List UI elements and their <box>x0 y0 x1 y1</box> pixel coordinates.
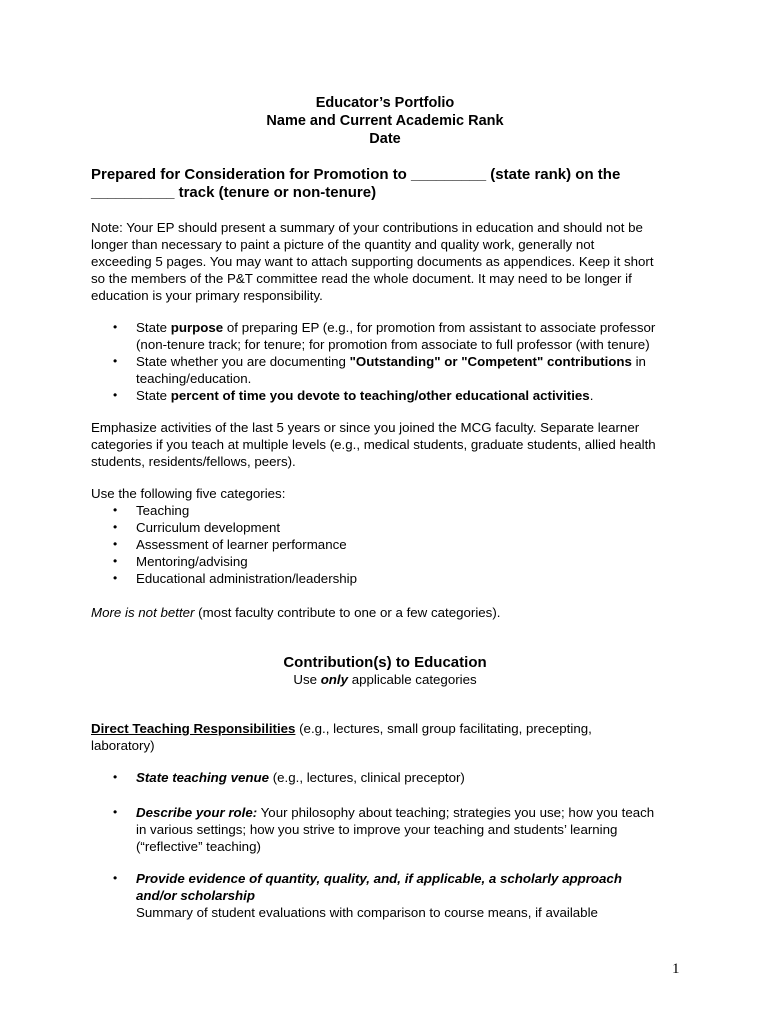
bullet-bold-text: "Outstanding" or "Competent" contributions <box>349 354 632 369</box>
category-label: Mentoring/advising <box>136 554 248 569</box>
emphasize-paragraph <box>91 419 691 470</box>
bullet-text: State <box>136 388 171 403</box>
bullet-bold-text: percent of time you devote to teaching/other educational activities <box>170 388 590 403</box>
bullet-emphasis: and/or scholarship <box>136 888 255 903</box>
page-number: 1 <box>672 961 680 977</box>
bullet-text: (non-tenure track; for tenure; for promotion from associate to full professor (with tenure) <box>136 337 650 352</box>
direct-teaching-text: (e.g., lectures, small group facilitating, precepting, <box>295 721 592 736</box>
list-item <box>91 769 691 786</box>
emphasize-line: students, residents/fellows, peers). <box>91 454 296 469</box>
bullet-emphasis: State teaching venue <box>136 770 270 785</box>
bullet-icon: • <box>113 388 118 402</box>
bullet-text: teaching/education. <box>136 371 252 386</box>
categories-intro: Use the following five categories: <box>91 486 286 501</box>
direct-teaching-bullets <box>91 769 691 786</box>
category-label: Educational administration/leadership <box>136 571 358 586</box>
bullet-icon: • <box>113 871 118 885</box>
emphasize-line: categories if you teach at multiple levels (e.g., medical students, graduate students, allied health <box>91 437 656 452</box>
bullet-text: Summary of student evaluations with comparison to course means, if available <box>136 905 598 920</box>
more-not-better <box>91 604 691 621</box>
more-rest: (most faculty contribute to one or a few categories). <box>194 605 501 620</box>
bullet-icon: • <box>113 320 118 334</box>
bullet-text: Your philosophy about teaching; strategies you use; how you teach <box>257 805 655 820</box>
bullet-text: in various settings; how you strive to improve your teaching and students’ learning <box>136 822 618 837</box>
name-rank-line: Name and Current Academic Rank <box>266 113 504 129</box>
bullet-emphasis: Provide evidence of quantity, quality, and, if applicable, a scholarly approach <box>136 871 622 886</box>
note-line: so the members of the P&T committee read the whole document. It may need to be longer if <box>91 271 632 286</box>
bullet-icon: • <box>113 554 118 568</box>
bullet-icon: • <box>113 503 118 517</box>
categories-list <box>91 502 691 587</box>
list-item <box>91 536 691 553</box>
emphasize-line: Emphasize activities of the last 5 years or since you joined the MCG faculty. Separate learner <box>91 420 640 435</box>
category-label: Assessment of learner performance <box>136 537 347 552</box>
list-item <box>91 570 691 587</box>
contributions-subheading <box>0 671 770 688</box>
list-item <box>91 870 691 921</box>
direct-teaching-heading: Direct Teaching Responsibilities <box>91 721 296 736</box>
bullet-icon: • <box>113 770 118 784</box>
note-line: education is your primary responsibility. <box>91 288 323 303</box>
sub-text: applicable categories <box>348 672 477 687</box>
list-item <box>91 319 691 353</box>
bullet-icon: • <box>113 571 118 585</box>
bullet-text: (e.g., lectures, clinical preceptor) <box>269 770 465 785</box>
list-item <box>91 519 691 536</box>
sub-text: Use <box>293 672 321 687</box>
bullet-text: State whether you are documenting <box>136 354 350 369</box>
contributions-heading: Contribution(s) to Education <box>283 654 487 671</box>
note-line: exceeding 5 pages. You may want to attach supporting documents as appendices. Keep it short <box>91 254 654 269</box>
category-label: Curriculum development <box>136 520 281 535</box>
bullet-text: State <box>136 320 171 335</box>
purpose-bullet-list <box>91 319 691 404</box>
bullet-icon: • <box>113 520 118 534</box>
sub-emphasis: only <box>320 672 349 687</box>
list-item <box>91 502 691 519</box>
prepared-line-2: __________ track (tenure or non-tenure) <box>91 184 377 201</box>
bullet-icon: • <box>113 805 118 819</box>
more-italic: More is not better <box>91 605 195 620</box>
direct-teaching-text: laboratory) <box>91 738 155 753</box>
list-item <box>91 387 691 404</box>
list-item <box>91 804 691 855</box>
category-label: Teaching <box>136 503 190 518</box>
portfolio-title: Educator’s Portfolio <box>315 95 455 111</box>
direct-teaching-bullets <box>91 804 691 855</box>
direct-teaching-paragraph <box>91 720 691 754</box>
note-line: longer than necessary to paint a picture of the quantity and quality work, generally not <box>91 237 595 252</box>
bullet-icon: • <box>113 537 118 551</box>
prepared-line-1: Prepared for Consideration for Promotion to _________ (state rank) on the <box>91 166 621 183</box>
bullet-text: of preparing EP (e.g., for promotion from assistant to associate professor <box>223 320 656 335</box>
date-line: Date <box>369 131 401 147</box>
bullet-bold-text: purpose <box>170 320 224 335</box>
note-paragraph <box>91 219 691 304</box>
bullet-icon: • <box>113 354 118 368</box>
list-item <box>91 553 691 570</box>
direct-teaching-bullets <box>91 870 691 921</box>
note-line: Note: Your EP should present a summary of your contributions in education and should not be <box>91 220 643 235</box>
bullet-text: in <box>631 354 646 369</box>
bullet-text: . <box>589 388 594 403</box>
bullet-text: (“reflective” teaching) <box>136 839 261 854</box>
list-item <box>91 353 691 387</box>
bullet-emphasis: Describe your role: <box>136 805 258 820</box>
